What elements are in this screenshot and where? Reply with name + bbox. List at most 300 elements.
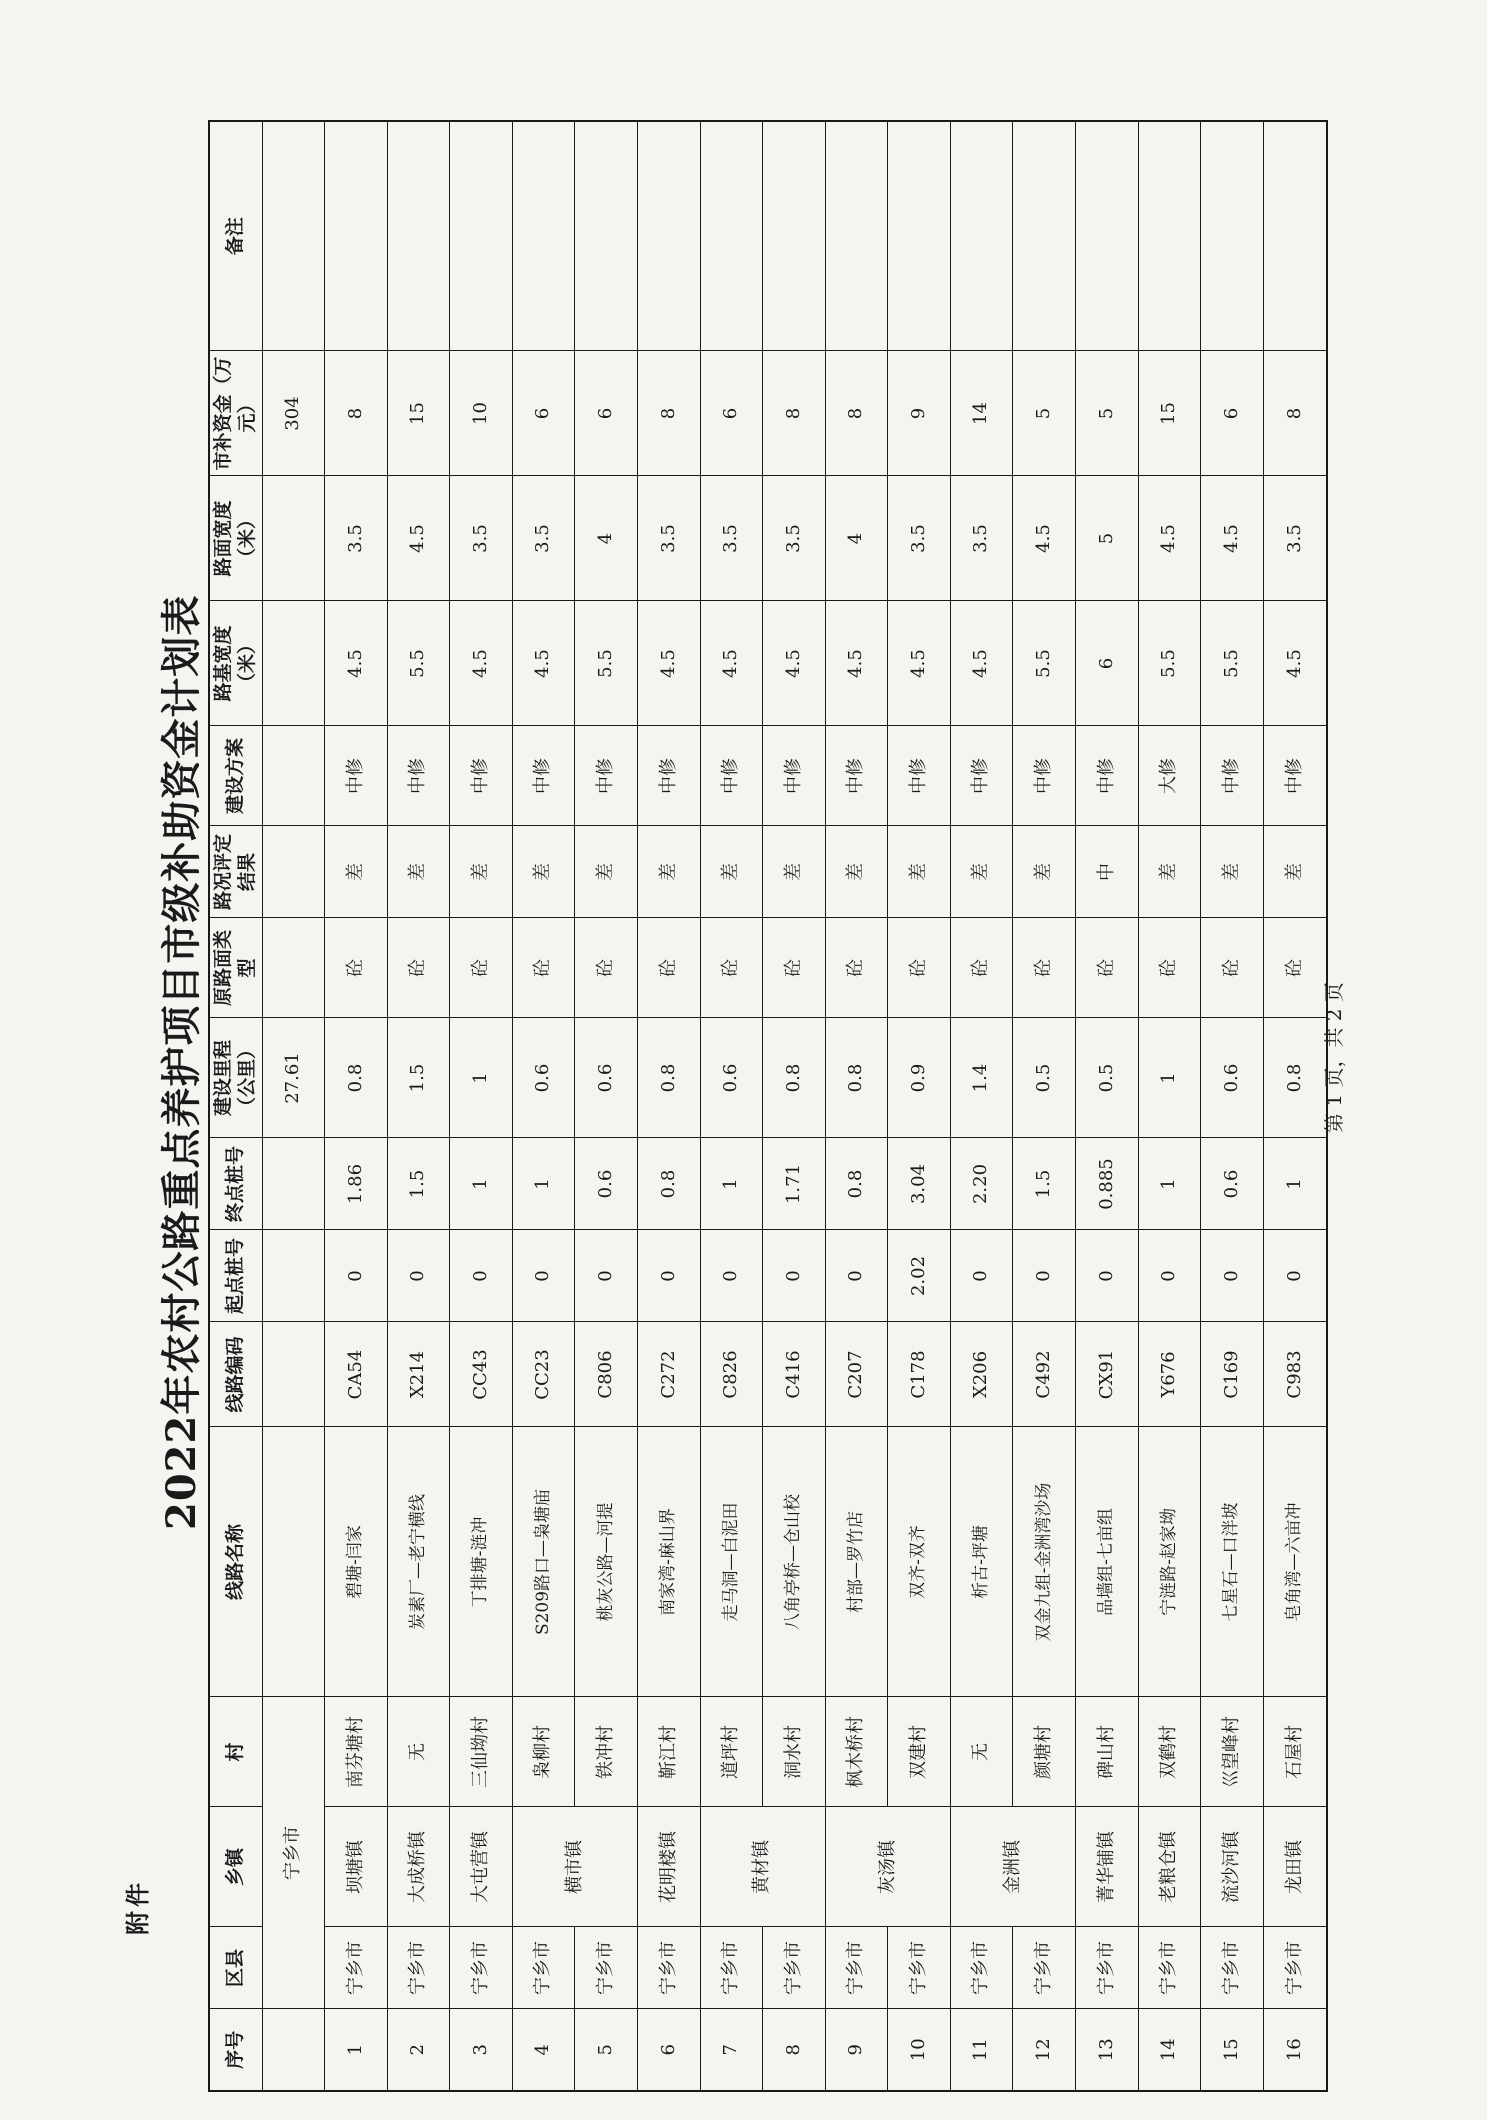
summary-empty — [262, 918, 325, 1018]
cell-village: 石屋村 — [1263, 1697, 1327, 1807]
cell-end-stake: 1 — [700, 1138, 763, 1230]
table-row — [387, 121, 450, 2091]
cell-road-name: 析古-坪塘 — [950, 1427, 1013, 1697]
table-row — [763, 121, 826, 2091]
summary-empty — [262, 1322, 325, 1427]
cell-route-code: C178 — [888, 1322, 951, 1427]
cell-index: 7 — [700, 2009, 763, 2091]
cell-road-name: 村部—罗竹店 — [825, 1427, 888, 1697]
cell-index: 10 — [888, 2009, 951, 2091]
cell-surface-width: 4.5 — [1013, 476, 1076, 601]
cell-length: 0.6 — [1201, 1018, 1264, 1138]
cell-remark — [825, 121, 888, 351]
cell-surface-type: 砼 — [575, 918, 638, 1018]
cell-subsidy: 8 — [825, 351, 888, 476]
cell-surface-width: 3.5 — [950, 476, 1013, 601]
summary-area: 宁乡市 — [262, 1697, 325, 2009]
header-base-width: 路基宽度（米） — [209, 601, 262, 726]
cell-surface-type: 砼 — [637, 918, 700, 1018]
cell-remark — [888, 121, 951, 351]
cell-remark — [575, 121, 638, 351]
header-remark: 备注 — [209, 121, 262, 351]
cell-base-width: 4.5 — [637, 601, 700, 726]
cell-length: 1.5 — [387, 1018, 450, 1138]
cell-remark — [1263, 121, 1327, 351]
cell-end-stake: 1.5 — [1013, 1138, 1076, 1230]
cell-index: 16 — [1263, 2009, 1327, 2091]
cell-index: 13 — [1076, 2009, 1139, 2091]
cell-condition: 差 — [575, 826, 638, 918]
cell-town: 大成桥镇 — [387, 1807, 450, 1927]
cell-start-stake: 0 — [950, 1230, 1013, 1322]
cell-surface-type: 砼 — [450, 918, 513, 1018]
cell-surface-width: 3.5 — [512, 476, 575, 601]
cell-base-width: 5.5 — [1013, 601, 1076, 726]
cell-county: 宁乡市 — [763, 1927, 826, 2009]
cell-surface-type: 砼 — [950, 918, 1013, 1018]
cell-length: 0.8 — [763, 1018, 826, 1138]
cell-county: 宁乡市 — [1138, 1927, 1201, 2009]
cell-subsidy: 6 — [700, 351, 763, 476]
cell-village: 无 — [387, 1697, 450, 1807]
cell-route-code: C826 — [700, 1322, 763, 1427]
cell-length: 0.5 — [1076, 1018, 1139, 1138]
cell-start-stake: 0 — [700, 1230, 763, 1322]
cell-index: 12 — [1013, 2009, 1076, 2091]
cell-start-stake: 0 — [825, 1230, 888, 1322]
cell-surface-width: 3.5 — [888, 476, 951, 601]
summary-empty — [262, 826, 325, 918]
cell-length: 0.8 — [1263, 1018, 1327, 1138]
cell-base-width: 4.5 — [763, 601, 826, 726]
cell-surface-width: 3.5 — [763, 476, 826, 601]
page-footer: 第 1 页，共 2 页 — [1322, 982, 1346, 1133]
cell-surface-type: 砼 — [1076, 918, 1139, 1018]
summary-row — [262, 121, 325, 2091]
cell-village: 枭柳村 — [512, 1697, 575, 1807]
cell-condition: 差 — [387, 826, 450, 918]
cell-start-stake: 0 — [1076, 1230, 1139, 1322]
cell-index: 9 — [825, 2009, 888, 2091]
cell-base-width: 4.5 — [888, 601, 951, 726]
cell-route-code: Y676 — [1138, 1322, 1201, 1427]
cell-length: 0.6 — [575, 1018, 638, 1138]
cell-end-stake: 1.71 — [763, 1138, 826, 1230]
cell-length: 0.5 — [1013, 1018, 1076, 1138]
cell-subsidy: 6 — [512, 351, 575, 476]
cell-town: 老粮仓镇 — [1138, 1807, 1201, 1927]
cell-length: 0.8 — [825, 1018, 888, 1138]
cell-base-width: 4.5 — [825, 601, 888, 726]
cell-subsidy: 8 — [637, 351, 700, 476]
cell-county: 宁乡市 — [450, 1927, 513, 2009]
cell-base-width: 4.5 — [950, 601, 1013, 726]
cell-end-stake: 3.04 — [888, 1138, 951, 1230]
cell-surface-width: 3.5 — [325, 476, 388, 601]
cell-plan: 中修 — [1013, 726, 1076, 826]
cell-start-stake: 0 — [763, 1230, 826, 1322]
header-start-stake: 起点桩号 — [209, 1230, 262, 1322]
cell-road-name: 走马洞—白泥田 — [700, 1427, 763, 1697]
cell-town: 花明楼镇 — [637, 1807, 700, 1927]
cell-condition: 差 — [700, 826, 763, 918]
cell-village: 道坪村 — [700, 1697, 763, 1807]
table-row — [700, 121, 763, 2091]
cell-surface-type: 砼 — [512, 918, 575, 1018]
cell-length: 1 — [1138, 1018, 1201, 1138]
summary-empty — [262, 726, 325, 826]
cell-length: 0.6 — [512, 1018, 575, 1138]
header-village: 村 — [209, 1697, 262, 1807]
cell-base-width: 4.5 — [700, 601, 763, 726]
cell-surface-type: 砼 — [700, 918, 763, 1018]
header-surface-type: 原路面类型 — [209, 918, 262, 1018]
subsidy-table — [208, 120, 1328, 2092]
summary-empty — [262, 1427, 325, 1697]
cell-end-stake: 1.5 — [387, 1138, 450, 1230]
cell-remark — [450, 121, 513, 351]
cell-remark — [950, 121, 1013, 351]
cell-county: 宁乡市 — [950, 1927, 1013, 2009]
cell-condition: 中 — [1076, 826, 1139, 918]
cell-road-name: 双金九组-金洲湾沙场 — [1013, 1427, 1076, 1697]
cell-surface-type: 砼 — [1201, 918, 1264, 1018]
cell-index: 6 — [637, 2009, 700, 2091]
cell-start-stake: 2.02 — [888, 1230, 951, 1322]
table-row — [1076, 121, 1139, 2091]
cell-county: 宁乡市 — [1263, 1927, 1327, 2009]
cell-remark — [700, 121, 763, 351]
cell-plan: 中修 — [1263, 726, 1327, 826]
cell-surface-type: 砼 — [325, 918, 388, 1018]
cell-plan: 中修 — [1076, 726, 1139, 826]
cell-end-stake: 1 — [450, 1138, 513, 1230]
cell-base-width: 4.5 — [1263, 601, 1327, 726]
cell-end-stake: 2.20 — [950, 1138, 1013, 1230]
cell-end-stake: 0.8 — [637, 1138, 700, 1230]
cell-town: 流沙河镇 — [1201, 1807, 1264, 1927]
cell-surface-type: 砼 — [1138, 918, 1201, 1018]
cell-county: 宁乡市 — [512, 1927, 575, 2009]
cell-county: 宁乡市 — [888, 1927, 951, 2009]
attachment-label: 附件 — [123, 1879, 152, 1935]
cell-route-code: CA54 — [325, 1322, 388, 1427]
cell-start-stake: 0 — [387, 1230, 450, 1322]
cell-town: 横市镇 — [512, 1807, 637, 1927]
cell-surface-type: 砼 — [387, 918, 450, 1018]
cell-index: 5 — [575, 2009, 638, 2091]
cell-condition: 差 — [888, 826, 951, 918]
cell-remark — [512, 121, 575, 351]
cell-village: 南芬塘村 — [325, 1697, 388, 1807]
cell-road-name: 桃灰公路—河提 — [575, 1427, 638, 1697]
cell-subsidy: 8 — [325, 351, 388, 476]
cell-index: 4 — [512, 2009, 575, 2091]
cell-start-stake: 0 — [512, 1230, 575, 1322]
cell-condition: 差 — [1201, 826, 1264, 918]
cell-surface-type: 砼 — [1013, 918, 1076, 1018]
cell-village: 双鹤村 — [1138, 1697, 1201, 1807]
cell-subsidy: 8 — [1263, 351, 1327, 476]
cell-plan: 中修 — [450, 726, 513, 826]
cell-plan: 大修 — [1138, 726, 1201, 826]
header-route-code: 线路编码 — [209, 1322, 262, 1427]
cell-index: 15 — [1201, 2009, 1264, 2091]
table-row — [1263, 121, 1327, 2091]
cell-subsidy: 10 — [450, 351, 513, 476]
header-condition: 路况评定结果 — [209, 826, 262, 918]
cell-end-stake: 0.8 — [825, 1138, 888, 1230]
cell-route-code: C806 — [575, 1322, 638, 1427]
table-row — [512, 121, 575, 2091]
cell-end-stake: 1 — [1263, 1138, 1327, 1230]
cell-start-stake: 0 — [450, 1230, 513, 1322]
cell-base-width: 5.5 — [575, 601, 638, 726]
table-row — [637, 121, 700, 2091]
cell-length: 0.6 — [700, 1018, 763, 1138]
cell-remark — [1013, 121, 1076, 351]
cell-road-name: 丁排塘-涟冲 — [450, 1427, 513, 1697]
cell-county: 宁乡市 — [1013, 1927, 1076, 2009]
cell-start-stake: 0 — [575, 1230, 638, 1322]
table-row — [950, 121, 1013, 2091]
cell-route-code: C492 — [1013, 1322, 1076, 1427]
cell-subsidy: 9 — [888, 351, 951, 476]
cell-remark — [637, 121, 700, 351]
cell-remark — [325, 121, 388, 351]
summary-empty — [262, 1138, 325, 1230]
summary-empty — [262, 121, 325, 351]
cell-route-code: C169 — [1201, 1322, 1264, 1427]
cell-road-name: 皂角湾—六亩冲 — [1263, 1427, 1327, 1697]
cell-plan: 中修 — [637, 726, 700, 826]
cell-index: 14 — [1138, 2009, 1201, 2091]
cell-index: 3 — [450, 2009, 513, 2091]
cell-surface-width: 4 — [825, 476, 888, 601]
cell-route-code: C207 — [825, 1322, 888, 1427]
cell-condition: 差 — [450, 826, 513, 918]
cell-end-stake: 0.6 — [1201, 1138, 1264, 1230]
header-town: 乡镇 — [209, 1807, 262, 1927]
cell-end-stake: 0.6 — [575, 1138, 638, 1230]
cell-subsidy: 8 — [763, 351, 826, 476]
cell-road-name: 炭素厂—老宁横线 — [387, 1427, 450, 1697]
cell-county: 宁乡市 — [637, 1927, 700, 2009]
cell-condition: 差 — [512, 826, 575, 918]
cell-condition: 差 — [1138, 826, 1201, 918]
table-row — [825, 121, 888, 2091]
cell-base-width: 5.5 — [1138, 601, 1201, 726]
cell-road-name: 七星石—口泮坡 — [1201, 1427, 1264, 1697]
cell-road-name: 碧塘-闫家 — [325, 1427, 388, 1697]
cell-start-stake: 0 — [1201, 1230, 1264, 1322]
header-surface-width: 路面宽度（米） — [209, 476, 262, 601]
cell-route-code: C272 — [637, 1322, 700, 1427]
cell-surface-width: 4.5 — [1138, 476, 1201, 601]
cell-remark — [387, 121, 450, 351]
table-container — [208, 122, 1328, 2092]
cell-length: 0.8 — [325, 1018, 388, 1138]
cell-index: 1 — [325, 2009, 388, 2091]
cell-remark — [1076, 121, 1139, 351]
cell-road-name: 南家湾-麻山界 — [637, 1427, 700, 1697]
cell-town: 菁华铺镇 — [1076, 1807, 1139, 1927]
cell-remark — [1201, 121, 1264, 351]
cell-village: 靳江村 — [637, 1697, 700, 1807]
summary-empty — [262, 601, 325, 726]
cell-county: 宁乡市 — [325, 1927, 388, 2009]
cell-plan: 中修 — [825, 726, 888, 826]
cell-surface-type: 砼 — [763, 918, 826, 1018]
cell-subsidy: 5 — [1013, 351, 1076, 476]
page-title: 2022年农村公路重点养护项目市级补助资金计划表 — [158, 594, 205, 1530]
cell-town: 坝塘镇 — [325, 1807, 388, 1927]
cell-length: 1 — [450, 1018, 513, 1138]
table-row — [888, 121, 951, 2091]
cell-village: 颜塘村 — [1013, 1697, 1076, 1807]
cell-remark — [1138, 121, 1201, 351]
summary-length: 27.61 — [262, 1018, 325, 1138]
cell-start-stake: 0 — [325, 1230, 388, 1322]
cell-subsidy: 6 — [575, 351, 638, 476]
cell-surface-width: 3.5 — [1263, 476, 1327, 601]
cell-length: 0.8 — [637, 1018, 700, 1138]
cell-plan: 中修 — [1201, 726, 1264, 826]
cell-surface-type: 砼 — [1263, 918, 1327, 1018]
cell-surface-type: 砼 — [825, 918, 888, 1018]
cell-village: 无 — [950, 1697, 1013, 1807]
cell-base-width: 6 — [1076, 601, 1139, 726]
cell-county: 宁乡市 — [825, 1927, 888, 2009]
cell-start-stake: 0 — [1013, 1230, 1076, 1322]
cell-plan: 中修 — [325, 726, 388, 826]
cell-road-name: 品墙组-七亩组 — [1076, 1427, 1139, 1697]
cell-town: 龙田镇 — [1263, 1807, 1327, 1927]
cell-start-stake: 0 — [1263, 1230, 1327, 1322]
header-subsidy: 市补资金（万元） — [209, 351, 262, 476]
table-row — [1201, 121, 1264, 2091]
cell-road-name: 双齐-双齐 — [888, 1427, 951, 1697]
cell-condition: 差 — [1263, 826, 1327, 918]
cell-route-code: X206 — [950, 1322, 1013, 1427]
cell-village: 双建村 — [888, 1697, 951, 1807]
cell-road-name: S209路口—枭塘庙 — [512, 1427, 575, 1697]
table-row — [575, 121, 638, 2091]
cell-base-width: 4.5 — [325, 601, 388, 726]
cell-surface-width: 3.5 — [450, 476, 513, 601]
cell-base-width: 5.5 — [1201, 601, 1264, 726]
cell-plan: 中修 — [512, 726, 575, 826]
cell-plan: 中修 — [950, 726, 1013, 826]
cell-village: 碑山村 — [1076, 1697, 1139, 1807]
cell-end-stake: 1.86 — [325, 1138, 388, 1230]
cell-route-code: X214 — [387, 1322, 450, 1427]
cell-length: 0.9 — [888, 1018, 951, 1138]
cell-plan: 中修 — [763, 726, 826, 826]
table-row — [325, 121, 388, 2091]
cell-subsidy: 14 — [950, 351, 1013, 476]
cell-village: 铁冲村 — [575, 1697, 638, 1807]
cell-condition: 差 — [825, 826, 888, 918]
cell-surface-width: 5 — [1076, 476, 1139, 601]
table-row — [1013, 121, 1076, 2091]
cell-end-stake: 1 — [1138, 1138, 1201, 1230]
summary-empty — [262, 476, 325, 601]
cell-plan: 中修 — [700, 726, 763, 826]
header-end-stake: 终点桩号 — [209, 1138, 262, 1230]
cell-route-code: C983 — [1263, 1322, 1327, 1427]
summary-empty — [262, 1230, 325, 1322]
header-county: 区县 — [209, 1927, 262, 2009]
cell-village: 三仙坳村 — [450, 1697, 513, 1807]
cell-condition: 差 — [950, 826, 1013, 918]
cell-town: 黄材镇 — [700, 1807, 825, 1927]
cell-index: 11 — [950, 2009, 1013, 2091]
cell-plan: 中修 — [387, 726, 450, 826]
cell-index: 2 — [387, 2009, 450, 2091]
cell-surface-width: 3.5 — [700, 476, 763, 601]
cell-county: 宁乡市 — [575, 1927, 638, 2009]
cell-plan: 中修 — [888, 726, 951, 826]
header-index: 序号 — [209, 2009, 262, 2091]
cell-base-width: 5.5 — [387, 601, 450, 726]
cell-length: 1.4 — [950, 1018, 1013, 1138]
cell-route-code: C416 — [763, 1322, 826, 1427]
table-row — [1138, 121, 1201, 2091]
table-row — [450, 121, 513, 2091]
cell-village: 洞水村 — [763, 1697, 826, 1807]
cell-condition: 差 — [637, 826, 700, 918]
cell-town: 大屯营镇 — [450, 1807, 513, 1927]
header-row — [209, 121, 262, 2091]
cell-subsidy: 6 — [1201, 351, 1264, 476]
cell-base-width: 4.5 — [450, 601, 513, 726]
cell-subsidy: 5 — [1076, 351, 1139, 476]
cell-county: 宁乡市 — [1201, 1927, 1264, 2009]
cell-route-code: CC23 — [512, 1322, 575, 1427]
cell-plan: 中修 — [575, 726, 638, 826]
cell-subsidy: 15 — [387, 351, 450, 476]
cell-village: 巛望峰村 — [1201, 1697, 1264, 1807]
cell-town: 金洲镇 — [950, 1807, 1075, 1927]
cell-index: 8 — [763, 2009, 826, 2091]
header-road-name: 线路名称 — [209, 1427, 262, 1697]
cell-surface-width: 4.5 — [387, 476, 450, 601]
cell-route-code: CX91 — [1076, 1322, 1139, 1427]
cell-surface-width: 4.5 — [1201, 476, 1264, 601]
cell-condition: 差 — [1013, 826, 1076, 918]
cell-surface-width: 4 — [575, 476, 638, 601]
summary-index — [262, 2009, 325, 2091]
cell-county: 宁乡市 — [387, 1927, 450, 2009]
cell-subsidy: 15 — [1138, 351, 1201, 476]
cell-base-width: 4.5 — [512, 601, 575, 726]
cell-condition: 差 — [763, 826, 826, 918]
cell-village: 枫木桥村 — [825, 1697, 888, 1807]
header-plan: 建设方案 — [209, 726, 262, 826]
cell-route-code: CC43 — [450, 1322, 513, 1427]
cell-road-name: 宁涟路-赵家坳 — [1138, 1427, 1201, 1697]
cell-county: 宁乡市 — [700, 1927, 763, 2009]
cell-county: 宁乡市 — [1076, 1927, 1139, 2009]
cell-end-stake: 0.885 — [1076, 1138, 1139, 1230]
cell-end-stake: 1 — [512, 1138, 575, 1230]
cell-surface-type: 砼 — [888, 918, 951, 1018]
cell-start-stake: 0 — [1138, 1230, 1201, 1322]
cell-town: 灰汤镇 — [825, 1807, 950, 1927]
header-length: 建设里程（公里） — [209, 1018, 262, 1138]
cell-remark — [763, 121, 826, 351]
